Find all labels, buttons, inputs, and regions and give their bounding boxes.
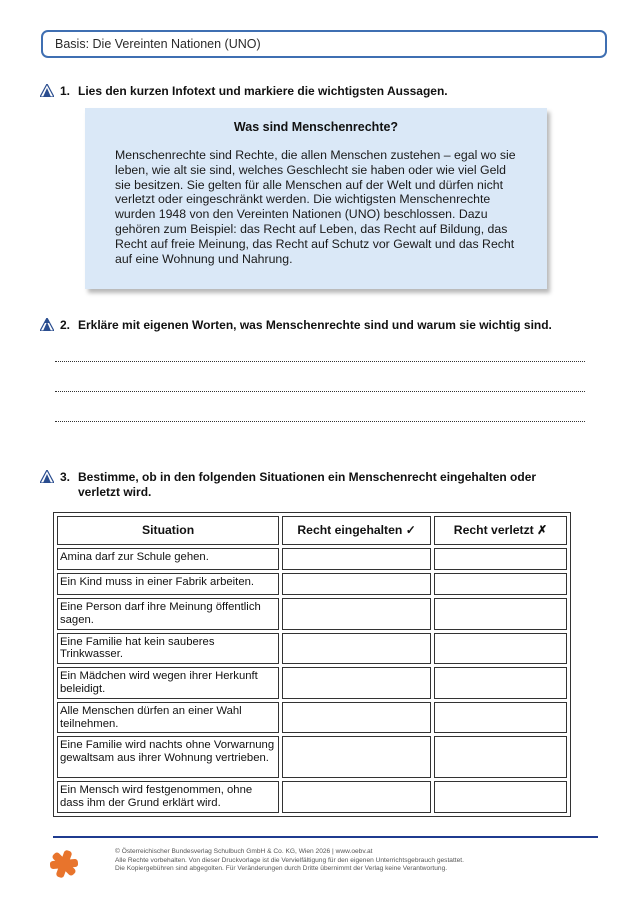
respected-checkbox-cell[interactable] bbox=[282, 736, 431, 778]
situation-cell: Ein Kind muss in einer Fabrik arbeiten. bbox=[57, 573, 279, 595]
respected-checkbox-cell[interactable] bbox=[282, 573, 431, 595]
task-instruction: Bestimme, ob in den folgenden Situationen ein Menschenrecht eingehalten oder verletzt wird. bbox=[78, 470, 537, 499]
task-number: 2. bbox=[60, 318, 71, 332]
footer-line-3: Die Kopiergebühren sind abgegolten. Für Veränderungen durch Dritte übernimmt der Verlag keine Verantwortung. bbox=[115, 865, 448, 873]
respected-checkbox-cell[interactable] bbox=[282, 598, 431, 630]
task-2 bbox=[40, 318, 552, 333]
worksheet-header bbox=[41, 30, 607, 58]
table-row bbox=[57, 573, 567, 595]
answer-line[interactable] bbox=[55, 391, 585, 392]
table-row bbox=[57, 667, 567, 699]
table-header-row bbox=[57, 516, 567, 545]
info-box bbox=[85, 108, 547, 289]
column-header-violated: Recht verletzt ✗ bbox=[434, 516, 567, 545]
footer-line-2: Alle Rechte vorbehalten. Von dieser Druckvorlage ist die Vervielfältigung für den eigenen Unterrichtsgebrauch gestattet. bbox=[115, 856, 464, 864]
situation-cell: Alle Menschen dürfen an einer Wahl teilnehmen. bbox=[57, 702, 279, 734]
situation-cell: Eine Person darf ihre Meinung öffentlich sagen. bbox=[57, 598, 279, 630]
info-box-text: Menschenrechte sind Rechte, die allen Menschen zustehen – egal wo sie leben, wie alt sie sind, welches Geschlecht sie haben oder wie viel Geld sie besitzen. Sie gelten für alle Menschen auf der Welt und dürfen nicht verletzt oder eingeschränkt werden. Die wichtigsten Menschenrechte wurden 1948 von den Vereinten Nationen (UNO) beschlossen. Dazu gehören zum Beispiel: das Recht auf Leben, das Recht auf Bildung, das Recht auf freie Meinung, das Recht auf Schutz vor Gewalt und das Recht auf eine Wohnung und Nahrung. bbox=[115, 148, 516, 266]
violated-checkbox-cell[interactable] bbox=[434, 573, 567, 595]
task-number: 1. bbox=[60, 84, 71, 98]
violated-checkbox-cell[interactable] bbox=[434, 598, 567, 630]
table-row bbox=[57, 736, 567, 778]
column-header-respected: Recht eingehalten ✓ bbox=[282, 516, 431, 545]
situation-cell: Ein Mensch wird festgenommen, ohne dass ihm der Grund erklärt wird. bbox=[57, 781, 279, 813]
respected-checkbox-cell[interactable] bbox=[282, 548, 431, 570]
violated-checkbox-cell[interactable] bbox=[434, 736, 567, 778]
respected-checkbox-cell[interactable] bbox=[282, 633, 431, 665]
task-instruction: Erkläre mit eigenen Worten, was Menschenrechte sind und warum sie wichtig sind. bbox=[78, 318, 552, 332]
column-header-situation: Situation bbox=[57, 516, 279, 545]
table-row bbox=[57, 633, 567, 665]
answer-line[interactable] bbox=[55, 421, 585, 422]
respected-checkbox-cell[interactable] bbox=[282, 781, 431, 813]
difficulty-triangle-icon bbox=[40, 84, 54, 97]
difficulty-triangle-icon bbox=[40, 318, 54, 331]
violated-checkbox-cell[interactable] bbox=[434, 702, 567, 734]
table-row bbox=[57, 548, 567, 570]
violated-checkbox-cell[interactable] bbox=[434, 667, 567, 699]
table-row bbox=[57, 781, 567, 813]
violated-checkbox-cell[interactable] bbox=[434, 781, 567, 813]
situation-cell: Eine Familie hat kein sauberes Trinkwasser. bbox=[57, 633, 279, 665]
task-instruction: Lies den kurzen Infotext und markiere die wichtigsten Aussagen. bbox=[78, 84, 448, 98]
situation-cell: Ein Mädchen wird wegen ihrer Herkunft beleidigt. bbox=[57, 667, 279, 699]
footer-line-1: © Österreichischer Bundesverlag Schulbuch GmbH & Co. KG, Wien 2026 | www.oebv.at bbox=[115, 848, 373, 855]
publisher-logo-icon bbox=[50, 849, 78, 879]
task-1 bbox=[40, 84, 448, 99]
difficulty-triangle-icon bbox=[40, 470, 54, 483]
situation-cell: Amina darf zur Schule gehen. bbox=[57, 548, 279, 570]
answer-line[interactable] bbox=[55, 361, 585, 362]
footer-copyright bbox=[115, 848, 464, 874]
task-3 bbox=[40, 470, 580, 500]
violated-checkbox-cell[interactable] bbox=[434, 548, 567, 570]
situation-cell: Eine Familie wird nachts ohne Vorwarnung gewaltsam aus ihrer Wohnung vertrieben. bbox=[57, 736, 279, 778]
respected-checkbox-cell[interactable] bbox=[282, 667, 431, 699]
worksheet-title: Basis: Die Vereinten Nationen (UNO) bbox=[55, 37, 261, 51]
footer-divider bbox=[53, 836, 598, 838]
situation-table bbox=[53, 512, 571, 817]
table-row bbox=[57, 702, 567, 734]
task-number: 3. bbox=[60, 470, 71, 484]
table-row bbox=[57, 598, 567, 630]
info-box-title: Was sind Menschenrechte? bbox=[233, 120, 399, 134]
violated-checkbox-cell[interactable] bbox=[434, 633, 567, 665]
respected-checkbox-cell[interactable] bbox=[282, 702, 431, 734]
